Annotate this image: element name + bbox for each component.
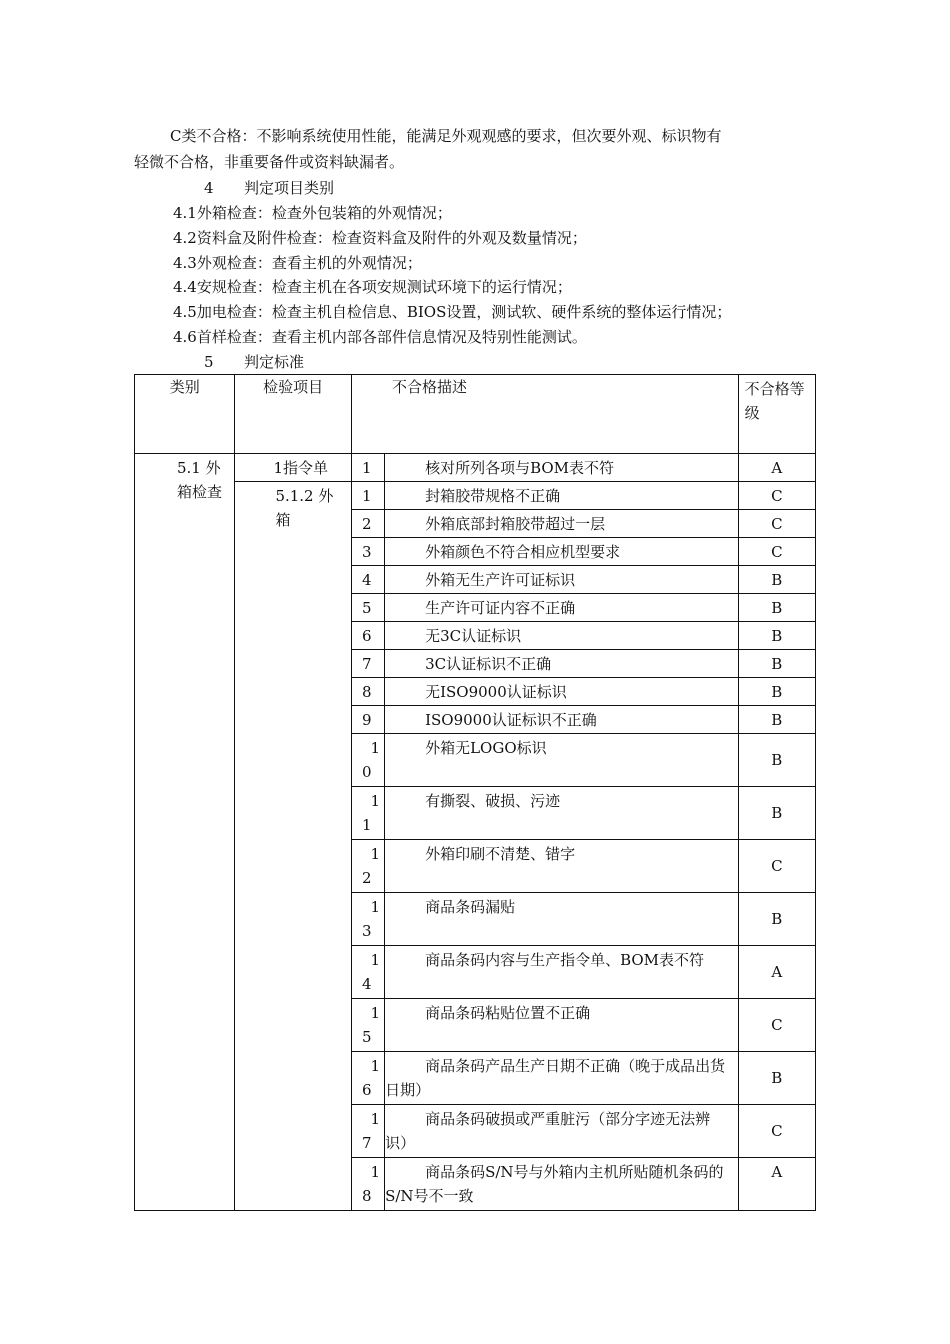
- row-number: [351, 787, 384, 840]
- row-level: B: [738, 594, 815, 622]
- row-number-digit1: 1: [370, 951, 381, 969]
- row-number-digit1: 1: [370, 739, 381, 757]
- row-number: 2: [351, 510, 384, 538]
- list-item: 4.1外箱检查：检查外包装箱的外观情况；: [173, 204, 452, 222]
- header-description: 不合格描述: [351, 375, 738, 454]
- header-level: 不合格等级: [738, 375, 815, 454]
- list-item: 4.5加电检查：检查主机自检信息、BIOS设置，测试软、硬件系统的整体运行情况；: [173, 303, 732, 321]
- row-level: B: [738, 566, 815, 594]
- category-label: 5.1 外箱检查: [177, 459, 223, 501]
- list-item: 4.3外观检查：查看主机的外观情况；: [173, 254, 422, 272]
- row-number: 8: [351, 678, 384, 706]
- row-description: 外箱底部封箱胶带超过一层: [385, 510, 739, 538]
- row-level: A: [738, 946, 815, 999]
- row-description: 无ISO9000认证标识: [385, 678, 739, 706]
- row-number-digit1: 1: [370, 845, 381, 863]
- row-number: [351, 1105, 384, 1158]
- row-number: 7: [351, 650, 384, 678]
- row-number-digit2: 5: [361, 1028, 372, 1046]
- row-number: 6: [351, 622, 384, 650]
- row-number-digit2: 3: [361, 922, 372, 940]
- row-level: C: [738, 510, 815, 538]
- row-number-digit1: 1: [370, 1163, 381, 1181]
- section-5-number: 5: [204, 353, 214, 371]
- row-level: C: [738, 482, 815, 510]
- row-number-digit1: 1: [370, 898, 381, 916]
- row-number: [351, 1158, 384, 1211]
- row-number: 4: [351, 566, 384, 594]
- table-header-row: [135, 375, 816, 454]
- row-level: A: [738, 454, 815, 482]
- judgment-standard-table: [134, 374, 816, 1211]
- row-level: B: [738, 1052, 815, 1105]
- row-description: 核对所列各项与BOM表不符: [385, 454, 739, 482]
- row-level: C: [738, 538, 815, 566]
- header-item: 检验项目: [235, 375, 352, 454]
- header-category: 类别: [135, 375, 235, 454]
- row-level: B: [738, 622, 815, 650]
- c-class-definition-line1: C类不合格：不影响系统使用性能，能满足外观观感的要求，但次要外观、标识物有: [170, 127, 722, 145]
- row-description: 封箱胶带规格不正确: [385, 482, 739, 510]
- row-number-digit2: 4: [361, 975, 372, 993]
- row-description: 外箱无LOGO标识: [385, 734, 739, 787]
- row-number-digit2: 7: [361, 1134, 372, 1152]
- table-row: [135, 482, 816, 510]
- row-description: 无3C认证标识: [385, 622, 739, 650]
- item-cell-instruction: 1指令单: [235, 454, 352, 482]
- row-level: B: [738, 787, 815, 840]
- row-description: 外箱无生产许可证标识: [385, 566, 739, 594]
- row-number-digit2: 6: [361, 1081, 372, 1099]
- row-description: 商品条码漏贴: [385, 893, 739, 946]
- list-item: 4.2资料盒及附件检查：检查资料盒及附件的外观及数量情况；: [173, 229, 587, 247]
- section-5-heading: [204, 350, 304, 374]
- row-number-digit2: 1: [361, 816, 372, 834]
- row-number: 1: [351, 454, 384, 482]
- row-description: 商品条码产品生产日期不正确（晚于成品出货日期）: [385, 1052, 739, 1105]
- row-level: C: [738, 840, 815, 893]
- item-cell-carton: [235, 482, 352, 1211]
- row-level: B: [738, 734, 815, 787]
- row-number: 3: [351, 538, 384, 566]
- row-level: C: [738, 1105, 815, 1158]
- row-number-digit1: 1: [370, 1110, 381, 1128]
- row-level: B: [738, 706, 815, 734]
- row-number-digit2: 8: [361, 1187, 372, 1205]
- row-description: 外箱印刷不清楚、错字: [385, 840, 739, 893]
- row-number: 9: [351, 706, 384, 734]
- row-level: C: [738, 999, 815, 1052]
- row-number: [351, 840, 384, 893]
- row-description: 商品条码S/N号与外箱内主机所贴随机条码的S/N号不一致: [385, 1158, 739, 1211]
- row-level: B: [738, 650, 815, 678]
- row-number: 5: [351, 594, 384, 622]
- row-number-digit1: 1: [370, 792, 381, 810]
- row-level: A: [738, 1158, 815, 1211]
- row-description: 有撕裂、破损、污迹: [385, 787, 739, 840]
- table-row: [135, 454, 816, 482]
- row-number: [351, 999, 384, 1052]
- section-4-number: 4: [204, 179, 214, 197]
- list-item: 4.4安规检查：检查主机在各项安规测试环境下的运行情况；: [173, 278, 572, 296]
- row-description: 生产许可证内容不正确: [385, 594, 739, 622]
- row-number-digit2: 0: [361, 763, 372, 781]
- row-number: [351, 1052, 384, 1105]
- list-item: 4.6首样检查：查看主机内部各部件信息情况及特别性能测试。: [173, 328, 587, 346]
- row-number: 1: [351, 482, 384, 510]
- row-level: B: [738, 893, 815, 946]
- category-cell: [135, 454, 235, 1211]
- row-description: 商品条码粘贴位置不正确: [385, 999, 739, 1052]
- row-description: 商品条码内容与生产指令单、BOM表不符: [385, 946, 739, 999]
- section-5-title: 判定标准: [244, 353, 305, 371]
- item-label: 5.1.2 外箱: [275, 487, 334, 529]
- c-class-definition-line2: 轻微不合格，非重要备件或资料缺漏者。: [134, 153, 405, 171]
- row-number: [351, 893, 384, 946]
- row-description: 商品条码破损或严重脏污（部分字迹无法辨识）: [385, 1105, 739, 1158]
- row-description: 3C认证标识不正确: [385, 650, 739, 678]
- row-number-digit1: 1: [370, 1004, 381, 1022]
- row-number: [351, 946, 384, 999]
- row-description: 外箱颜色不符合相应机型要求: [385, 538, 739, 566]
- row-description: ISO9000认证标识不正确: [385, 706, 739, 734]
- row-number-digit1: 1: [370, 1057, 381, 1075]
- row-level: B: [738, 678, 815, 706]
- row-number: [351, 734, 384, 787]
- section-4-title: 判定项目类别: [244, 179, 335, 197]
- row-number-digit2: 2: [361, 869, 372, 887]
- section-4-heading: [204, 176, 334, 200]
